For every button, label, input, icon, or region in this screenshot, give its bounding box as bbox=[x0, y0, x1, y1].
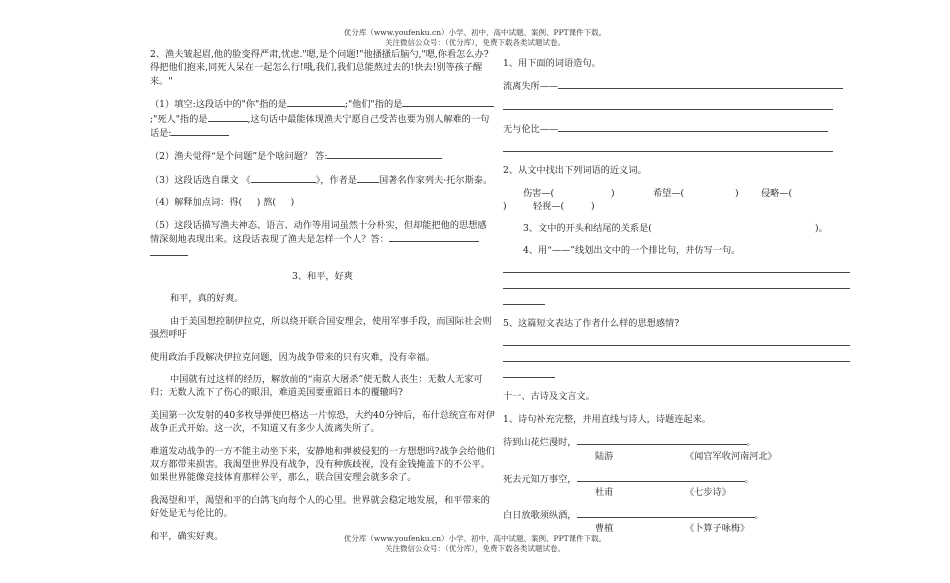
answer-line[interactable] bbox=[503, 333, 850, 346]
article-paragraph: 使用政治手段解决伊拉克问题，因为战争带来的只有灾难，没有幸福。 bbox=[150, 351, 435, 363]
blank[interactable] bbox=[389, 232, 479, 242]
blank[interactable] bbox=[208, 112, 248, 122]
poem-question: 1、诗句补充完整，并用直线与诗人，诗题连起来。 bbox=[503, 413, 711, 425]
answer-line[interactable] bbox=[503, 365, 555, 378]
right-question-5: 5、这篇短文表达了作者什么样的思想感情? bbox=[503, 318, 680, 330]
blank[interactable] bbox=[327, 149, 442, 159]
poet-name: 陆游 bbox=[595, 450, 614, 462]
header-line-2: 关注微信公众号：（优分库），免费下载各类试题试卷。 bbox=[385, 38, 565, 47]
blank[interactable] bbox=[577, 508, 755, 518]
poem-title: 《七步诗》 bbox=[685, 487, 731, 499]
synonym-row: ) 轻视—( ) bbox=[503, 200, 595, 212]
section-11-title: 十一、古诗及文言文。 bbox=[503, 391, 595, 403]
article-paragraph: 和平，确实好爽。 bbox=[150, 530, 224, 542]
poet-row bbox=[503, 450, 850, 463]
question-2: （2）渔夫觉得“是个问题”是个啥问题？ 答: bbox=[150, 149, 495, 163]
poem-line-3: 白日放歌须纵酒， 。 bbox=[503, 510, 764, 522]
blank[interactable] bbox=[357, 173, 379, 183]
poem-title: 《卜算子咏梅》 bbox=[685, 523, 750, 535]
poem-line-1: 待到山花烂漫时， 。 bbox=[503, 437, 756, 449]
answer-line[interactable] bbox=[503, 260, 850, 273]
blank[interactable] bbox=[287, 97, 345, 107]
article-paragraph: 和平，真的好爽。 bbox=[170, 293, 244, 305]
right-question-1: 1、用下面的词语造句。 bbox=[503, 58, 601, 69]
poet-row bbox=[503, 486, 850, 499]
blank[interactable] bbox=[577, 472, 745, 482]
question-3: （3）这段话选自课文 《 》，作者是 国著名作家列夫·托尔斯泰。 bbox=[150, 174, 493, 186]
question-5: （5）这段话描写渔夫神态、语言、动作等用词虽然十分朴实，但却能把他的思想感情深刻地表现出来。这段话表现了渔夫是怎样一个人？答： bbox=[150, 219, 495, 261]
right-question-3: 3、文中的开头和结尾的关系是( )。 bbox=[523, 222, 828, 234]
word-sentence-1: 流离失所—— bbox=[503, 79, 850, 93]
page-header bbox=[0, 28, 950, 48]
answer-line[interactable] bbox=[503, 349, 850, 362]
page-footer bbox=[0, 534, 950, 554]
question-1: （1）填空:这段话中的"你"指的是 ;"他们"指的是;"死人"指的是 ,这句话中最能体现渔夫宁愿自己受苦也要为别人解难的一句话是: bbox=[150, 97, 495, 140]
blank[interactable] bbox=[251, 173, 316, 183]
article-paragraph: 美国第一次发射的40多枚导弹使巴格达一片惊恐，大约40分钟后，布什总统宣布对伊战争正式开始。这一次，不知道又有多少人流离失所了。 bbox=[150, 409, 495, 435]
poet-name: 曹植 bbox=[595, 523, 614, 535]
answer-line[interactable] bbox=[503, 292, 545, 305]
poem-line-2: 死去元知万事空， 。 bbox=[503, 473, 754, 485]
answer-line[interactable] bbox=[503, 276, 850, 289]
blank[interactable] bbox=[402, 97, 494, 107]
synonym-row: 伤害—( ) 希望—( ) 侵略—( bbox=[523, 187, 793, 199]
blank[interactable] bbox=[171, 126, 229, 136]
article-paragraph: 中国就有过这样的经历，解放前的“南京大屠杀”使无数人丧生：无数人无家可归；无数人流下了伤心的眼泪，难道美国要重蹈日本的覆辙吗? bbox=[150, 373, 483, 399]
blank[interactable] bbox=[150, 246, 188, 256]
poet-name: 杜甫 bbox=[595, 487, 614, 499]
left-column bbox=[150, 48, 495, 543]
poem-title: 《闻官军收河南河北》 bbox=[685, 450, 777, 462]
footer-line-2: 关注微信公众号：（优分库），免费下载各类试题试卷。 bbox=[385, 544, 565, 553]
blank[interactable] bbox=[558, 79, 843, 89]
right-question-4: 4、用“——”线划出文中的一个排比句，并仿写一句。 bbox=[523, 244, 741, 256]
question-4: （4）解释加点词：得( ) 熬( ) bbox=[150, 197, 295, 209]
answer-line[interactable] bbox=[503, 97, 833, 110]
footer-line-1: 优分库（www.youfenku.cn）小学、初中、高中试题、案例、PPT课件下载。 bbox=[343, 534, 607, 543]
passage-2: 2、渔夫皱起眉,他的脸变得严肃,忧虑."嗯,是个问题!"他搔搔后脑勺,"嗯,你看怎么办?得把他们抱来,同死人呆在一起怎么行!哦,我们,我们总能熬过去的!快去!别等孩子醒来。" bbox=[150, 49, 489, 87]
article-paragraph: 难道发动战争的一方不能主动坐下来，安静地和弹被侵犯的一方想想吗?战争会给他们双方都带来损害。我渴望世界没有战争，没有种族歧视，没有金钱掩盖下的不公平。如果世界能像竞技体育那样公平，那么，联合国安理会就多余了。 bbox=[150, 445, 495, 484]
blank[interactable] bbox=[577, 435, 747, 445]
article-paragraph: 我渴望和平，渴望和平的白鸽飞向每个人的心里。世界就会稳定地发展，和平带来的好处是无与伦比的。 bbox=[150, 494, 490, 520]
word-sentence-2: 无与伦比—— bbox=[503, 122, 850, 136]
article-paragraph: 由于美国想控制伊拉克，所以绕开联合国安理会，使用军事手段，而国际社会则强烈呼吁 bbox=[150, 315, 492, 341]
right-column bbox=[503, 48, 850, 535]
article-title: 3、和平，好爽 bbox=[292, 270, 353, 282]
right-question-2: 2、从文中找出下列词语的近义词。 bbox=[503, 165, 647, 177]
answer-line[interactable] bbox=[503, 139, 833, 152]
header-line-1: 优分库（www.youfenku.cn）小学、初中、高中试题、案例、PPT课件下载。 bbox=[343, 28, 607, 37]
blank[interactable] bbox=[558, 122, 828, 132]
